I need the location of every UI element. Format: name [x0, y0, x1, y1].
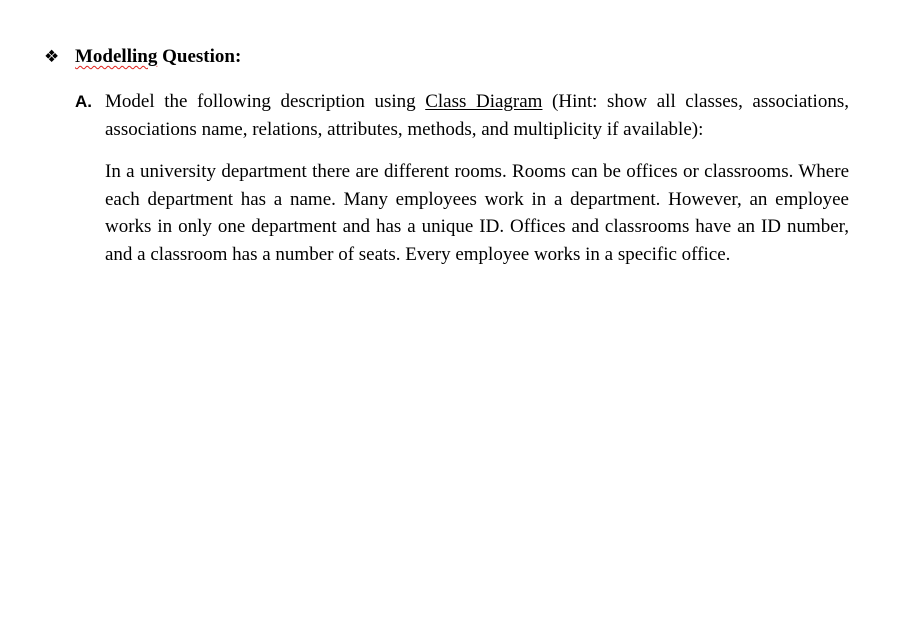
misspelled-word: Modelling [75, 46, 158, 67]
section-heading [44, 44, 241, 70]
section-title [75, 44, 241, 70]
description-paragraph: In a university department there are different rooms. Rooms can be offices or classrooms. Where each department has a name. Many employees work in a department. However, an employee works in only one department and has a unique ID. Offices and classrooms have an ID number, and a classroom has a number of seats. Every employee works in a specific office. [105, 161, 849, 265]
question-text [105, 88, 849, 144]
item-marker: A. [75, 92, 92, 111]
diamond-bullet-icon: ❖ [44, 46, 60, 67]
question-hint: (Hint: show all classes, associations, associations name, relations, attributes, methods, and multiplicity if available): [105, 91, 849, 140]
underlined-term: Class Diagram [425, 91, 543, 112]
question-intro: Model the following description using [105, 91, 426, 112]
section-title-rest: Question: [157, 46, 242, 67]
